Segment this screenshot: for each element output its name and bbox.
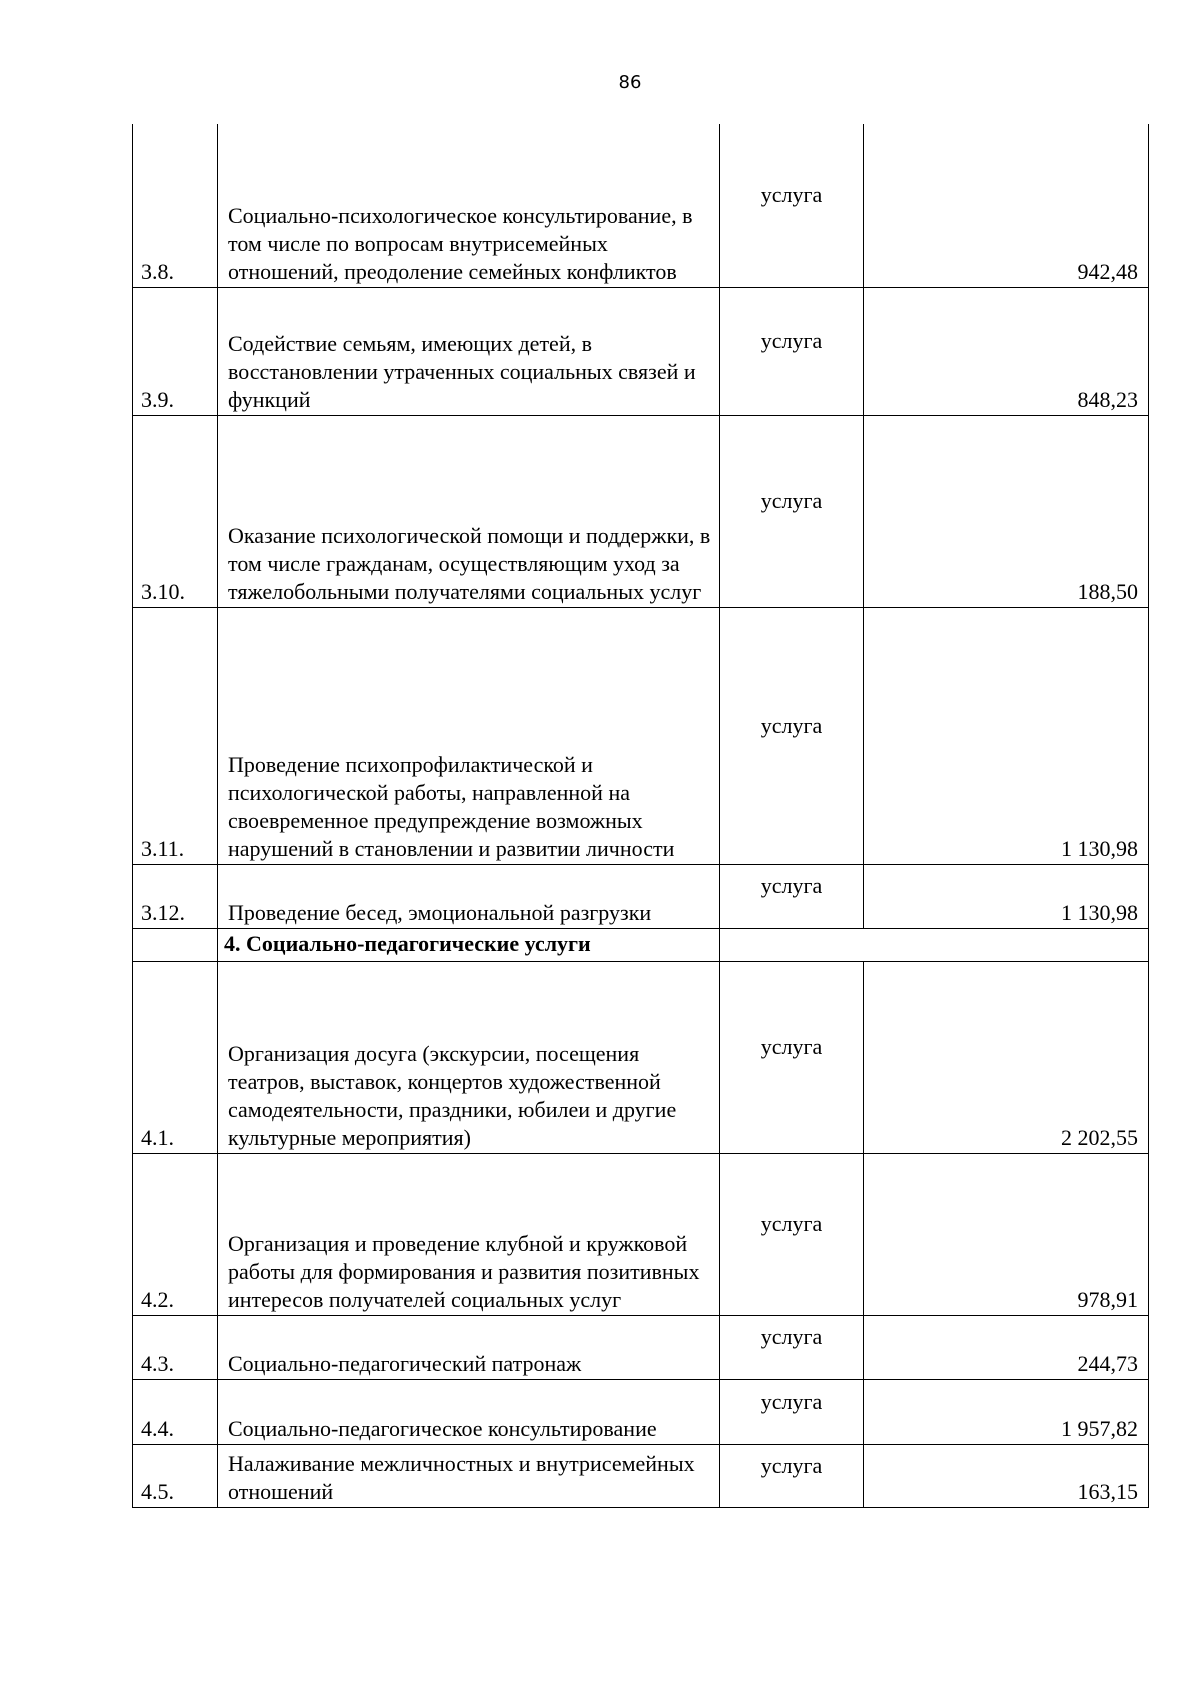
unit-cell [720, 607, 864, 864]
tariff-value: 163,15 [864, 1444, 1149, 1507]
services-tariff-table [132, 124, 1149, 1508]
section-empty-cell [133, 928, 218, 961]
row-number: 3.10. [133, 415, 218, 607]
row-number: 4.1. [133, 961, 218, 1153]
unit-label: услуга [760, 1324, 823, 1349]
unit-cell [720, 124, 864, 287]
row-number: 3.8. [133, 124, 218, 287]
tariff-value: 2 202,55 [864, 961, 1149, 1153]
unit-cell [720, 864, 864, 928]
section-header-row [133, 928, 1149, 961]
unit-label: услуга [760, 328, 823, 353]
tariff-value: 1 957,82 [864, 1379, 1149, 1444]
table-row [133, 1153, 1149, 1315]
service-name: Социально-педагогическое консультирование [218, 1379, 720, 1444]
tariff-value: 1 130,98 [864, 607, 1149, 864]
tariff-value: 188,50 [864, 415, 1149, 607]
service-name: Налаживание межличностных и внутрисемейных отношений [218, 1444, 720, 1507]
table-row [133, 415, 1149, 607]
service-name: Оказание психологической помощи и поддержки, в том числе гражданам, осуществляющим уход за тяжелобольными получателями социальных услуг [218, 415, 720, 607]
service-name: Организация досуга (экскурсии, посещения театров, выставок, концертов художественной самодеятельности, праздники, юбилеи и другие культурные мероприятия) [218, 961, 720, 1153]
row-number: 3.9. [133, 287, 218, 415]
unit-cell [720, 287, 864, 415]
tariff-value: 978,91 [864, 1153, 1149, 1315]
tariff-value: 848,23 [864, 287, 1149, 415]
row-number: 4.4. [133, 1379, 218, 1444]
table-row [133, 1379, 1149, 1444]
table-row [133, 961, 1149, 1153]
unit-label: услуга [760, 1388, 823, 1414]
service-name: Социально-педагогический патронаж [218, 1315, 720, 1379]
unit-cell [720, 1153, 864, 1315]
table-row [133, 124, 1149, 287]
section-title: 4. Социально-педагогические услуги [218, 928, 720, 961]
row-number: 4.3. [133, 1315, 218, 1379]
service-name: Социально-психологическое консультирование, в том числе по вопросам внутрисемейных отношений, преодоление семейных конфликтов [218, 124, 720, 287]
unit-label: услуга [760, 1034, 823, 1059]
table-row [133, 1315, 1149, 1379]
unit-cell [720, 1444, 864, 1507]
tariff-value: 942,48 [864, 124, 1149, 287]
table-row [133, 1444, 1149, 1507]
row-number: 4.2. [133, 1153, 218, 1315]
unit-label: услуга [760, 712, 823, 738]
unit-cell [720, 415, 864, 607]
table-row [133, 607, 1149, 864]
row-number: 4.5. [133, 1444, 218, 1507]
tariff-value: 1 130,98 [864, 864, 1149, 928]
service-name: Организация и проведение клубной и кружковой работы для формирования и развития позитивных интересов получателей социальных услуг [218, 1153, 720, 1315]
unit-label: услуга [760, 873, 823, 898]
table-row [133, 287, 1149, 415]
unit-cell [720, 1379, 864, 1444]
unit-label: услуга [760, 488, 823, 513]
service-name: Содействие семьям, имеющих детей, в восстановлении утраченных социальных связей и функций [218, 287, 720, 415]
page-number: 86 [618, 72, 642, 93]
row-number: 3.12. [133, 864, 218, 928]
unit-label: услуга [760, 182, 823, 208]
unit-cell [720, 961, 864, 1153]
row-number: 3.11. [133, 607, 218, 864]
tariff-value: 244,73 [864, 1315, 1149, 1379]
unit-label: услуга [760, 1452, 823, 1478]
service-name: Проведение бесед, эмоциональной разгрузки [218, 864, 720, 928]
service-name: Проведение психопрофилактической и психологической работы, направленной на своевременное предупреждение возможных нарушений в становлении и развитии личности [218, 607, 720, 864]
table-row [133, 864, 1149, 928]
section-empty-cell [720, 928, 1149, 961]
unit-cell [720, 1315, 864, 1379]
unit-label: услуга [760, 1211, 823, 1236]
